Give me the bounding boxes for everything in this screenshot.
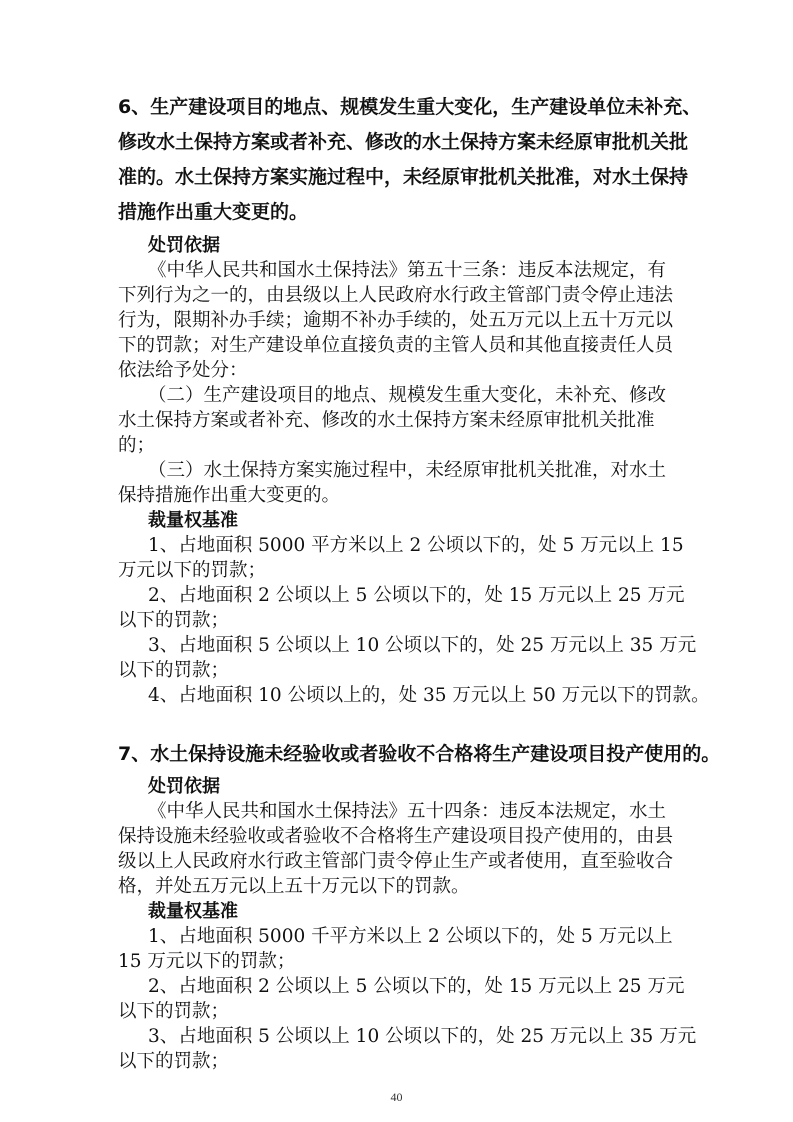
section-6-criteria-line-7: 4、占地面积 10 公顷以上的，处 35 万元以上 50 万元以下的罚款。 [148, 685, 710, 706]
section-7-criteria-line-4: 以下的罚款； [118, 1001, 230, 1022]
section-7-criteria-line-6: 以下的罚款； [118, 1051, 230, 1072]
section-7-heading: 7、水土保持设施未经验收或者验收不合格将生产建设项目投产使用的。 [118, 743, 721, 765]
section-6-criteria-line-3: 2、占地面积 2 公顷以上 5 公顷以下的，处 15 万元以上 25 万元 [148, 585, 685, 606]
section-7-criteria-title: 裁量权基准 [148, 901, 238, 922]
section-6-basis-line-3: 行为，限期补办手续；逾期不补办手续的，处五万元以上五十万元以 [118, 310, 674, 331]
section-7-criteria-line-5: 3、占地面积 5 公顷以上 10 公顷以下的，处 25 万元以上 35 万元 [148, 1026, 697, 1047]
section-6-criteria-line-4: 以下的罚款； [118, 610, 230, 631]
section-7-criteria-line-3: 2、占地面积 2 公顷以上 5 公顷以下的，处 15 万元以上 25 万元 [148, 976, 685, 997]
section-6-basis-line-2: 下列行为之一的，由县级以上人民政府水行政主管部门责令停止违法 [118, 285, 674, 306]
section-6-basis-line-6: （二）生产建设项目的地点、规模发生重大变化，未补充、修改 [148, 385, 667, 406]
section-6-heading-line-3: 准的。水土保持方案实施过程中，未经原审批机关批准，对水土保持 [118, 166, 689, 188]
page-number: 40 [390, 1090, 403, 1104]
section-7-basis-line-1: 《中华人民共和国水土保持法》五十四条：违反本法规定，水土 [148, 801, 667, 822]
section-6-basis-line-4: 下的罚款；对生产建设单位直接负责的主管人员和其他直接责任人员 [118, 335, 674, 356]
section-7-basis-line-3: 级以上人民政府水行政主管部门责令停止生产或者使用，直至验收合 [118, 851, 674, 872]
section-6-criteria-line-6: 以下的罚款； [118, 660, 230, 681]
section-6-basis-line-8: 的； [118, 435, 156, 456]
section-7-basis-line-4: 格，并处五万元以上五十万元以下的罚款。 [118, 876, 470, 897]
section-6-basis-line-5: 依法给予处分： [118, 360, 248, 381]
section-7-basis-line-2: 保持设施未经验收或者验收不合格将生产建设项目投产使用的，由县 [118, 826, 674, 847]
section-6-heading-line-1: 6、生产建设项目的地点、规模发生重大变化，生产建设单位未补充、 [118, 96, 702, 118]
section-7-basis-title: 处罚依据 [148, 776, 220, 797]
section-7-criteria-line-1: 1、占地面积 5000 千平方米以上 2 公顷以下的，处 5 万元以上 [148, 926, 673, 947]
section-6-basis-line-10: 保持措施作出重大变更的。 [118, 485, 341, 506]
section-6-basis-line-7: 水土保持方案或者补充、修改的水土保持方案未经原审批机关批准 [118, 410, 655, 431]
section-6-basis-line-1: 《中华人民共和国水土保持法》第五十三条：违反本法规定，有 [148, 260, 667, 281]
section-6-heading-line-4: 措施作出重大变更的。 [118, 201, 309, 223]
section-6-basis-title: 处罚依据 [148, 235, 220, 256]
section-6-criteria-line-1: 1、占地面积 5000 平方米以上 2 公顷以下的，处 5 万元以上 15 [148, 535, 684, 556]
section-6-criteria-title: 裁量权基准 [148, 510, 238, 531]
section-6-criteria-line-5: 3、占地面积 5 公顷以上 10 公顷以下的，处 25 万元以上 35 万元 [148, 635, 697, 656]
section-6-criteria-line-2: 万元以下的罚款； [118, 560, 267, 581]
section-7-criteria-line-2: 15 万元以下的罚款； [118, 951, 296, 972]
section-6-heading-line-2: 修改水土保持方案或者补充、修改的水土保持方案未经原审批机关批 [118, 131, 689, 153]
section-6-basis-line-9: （三）水土保持方案实施过程中，未经原审批机关批准，对水土 [148, 460, 667, 481]
